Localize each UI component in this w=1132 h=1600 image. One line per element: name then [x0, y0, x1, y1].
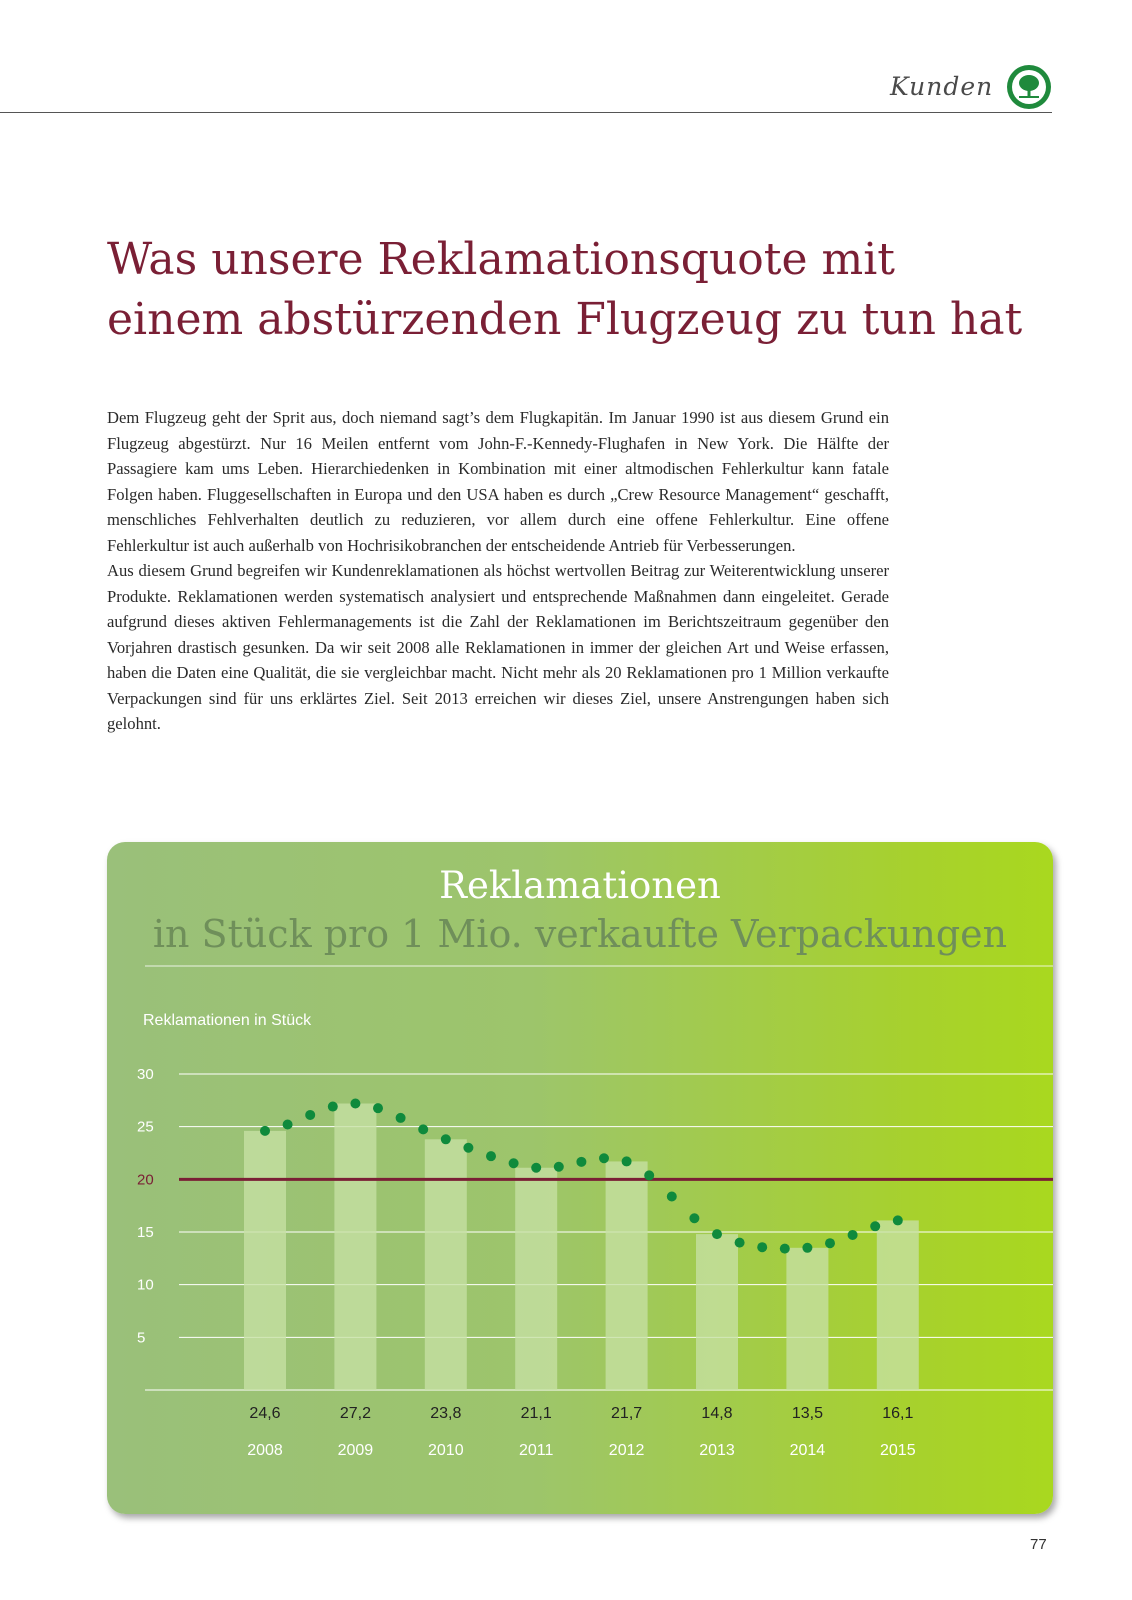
trend-dot-3 [328, 1102, 338, 1112]
trend-dot-5 [373, 1103, 383, 1113]
value-label-2009: 27,2 [339, 1405, 371, 1422]
header-rule [0, 112, 1052, 113]
x-tick-label-2015: 2015 [880, 1442, 916, 1459]
trend-dot-0 [260, 1126, 270, 1136]
y-tick-label-5: 5 [137, 1329, 146, 1347]
y-axis-label: Reklamationen in Stück [143, 1012, 312, 1029]
bar-2011 [515, 1168, 557, 1390]
trend-dot-26 [848, 1230, 858, 1240]
trend-dot-12 [531, 1163, 541, 1173]
trend-dot-7 [418, 1124, 428, 1134]
trend-dot-1 [283, 1119, 293, 1129]
bar-2008 [244, 1131, 286, 1390]
bar-2012 [606, 1161, 648, 1390]
trend-dot-22 [757, 1242, 767, 1252]
bar-2014 [786, 1248, 828, 1390]
trend-dot-25 [825, 1238, 835, 1248]
bar-2015 [877, 1220, 919, 1390]
value-label-2008: 24,6 [249, 1405, 281, 1422]
value-label-2010: 23,8 [430, 1405, 462, 1422]
chart-card [107, 842, 1053, 1514]
trend-dot-21 [735, 1238, 745, 1248]
value-label-2011: 21,1 [520, 1405, 552, 1422]
y-tick-label-15: 15 [137, 1224, 154, 1241]
y-tick-label-30: 30 [137, 1066, 154, 1083]
trend-dot-17 [644, 1170, 654, 1180]
x-tick-label-2014: 2014 [789, 1442, 826, 1459]
title-line-1: Was unsere Reklamationsquote mit [107, 234, 895, 285]
header-section-title: Kunden [890, 72, 994, 101]
x-tick-label-2010: 2010 [428, 1442, 464, 1459]
trend-dot-27 [870, 1221, 880, 1231]
article-body [107, 405, 889, 737]
lebensbaum-logo [1006, 64, 1052, 110]
x-tick-label-2012: 2012 [608, 1442, 645, 1459]
trend-dot-18 [667, 1192, 677, 1202]
x-tick-label-2008: 2008 [247, 1442, 283, 1459]
chart-title: Reklamationen [439, 864, 721, 907]
trend-dot-6 [396, 1113, 406, 1123]
x-tick-label-2011: 2011 [518, 1442, 554, 1459]
bar-2013 [696, 1234, 738, 1390]
trend-dot-2 [305, 1110, 315, 1120]
bar-2010 [425, 1139, 467, 1390]
trend-dot-11 [509, 1158, 519, 1168]
x-tick-label-2009: 2009 [337, 1442, 374, 1459]
trend-dot-13 [554, 1162, 564, 1172]
trend-dot-20 [712, 1229, 722, 1239]
value-label-2012: 21,7 [611, 1405, 643, 1422]
chart-subtitle: in Stück pro 1 Mio. verkaufte Verpackungen [152, 912, 1008, 956]
page-title [107, 230, 1067, 350]
trend-dot-9 [463, 1143, 473, 1153]
trend-dot-10 [486, 1151, 496, 1161]
bar-2009 [334, 1103, 376, 1390]
y-tick-label-10: 10 [137, 1276, 154, 1294]
trend-dot-14 [576, 1157, 586, 1167]
trend-dot-24 [802, 1243, 812, 1253]
trend-dot-15 [599, 1153, 609, 1163]
reklamationen-chart [107, 842, 1053, 1514]
trend-dot-28 [893, 1215, 903, 1225]
value-label-2014: 13,5 [791, 1405, 823, 1422]
value-label-2015: 16,1 [882, 1405, 914, 1422]
article-paragraph-2: Aus diesem Grund begreifen wir Kundenreklamationen als höchst wertvollen Beitrag zur Weiterentwicklung unserer Produkte. Reklamationen werden systematisch analysiert und entsprechende Maßnahmen dann eingeleitet. Gerade aufgrund dieses aktiven Fehlermanagements ist die Zahl der Reklamationen im Berichtszeitraum gegenüber den Vorjahren drastisch gesunken. Da wir seit 2008 alle Reklamationen in immer der gleichen Art und Weise erfassen, haben die Daten eine Qualität, die sie vergleichbar macht. Nicht mehr als 20 Reklamationen pro 1 Million verkaufte Verpackungen sind für uns erklärtes Ziel. Seit 2013 erreichen wir dieses Ziel, unsere Anstrengungen haben sich gelohnt. [107, 561, 889, 733]
y-tick-label-20: 20 [137, 1171, 154, 1189]
trend-dot-23 [780, 1244, 790, 1254]
trend-dot-16 [622, 1156, 632, 1166]
y-tick-label-25: 25 [137, 1118, 154, 1136]
value-label-2013: 14,8 [701, 1405, 733, 1422]
x-tick-label-2013: 2013 [699, 1442, 735, 1459]
article-paragraph-1: Dem Flugzeug geht der Sprit aus, doch niemand sagt’s dem Flugkapitän. Im Januar 1990 ist aus diesem Grund ein Flugzeug abgestürzt. Nur 16 Meilen entfernt vom John-F.-Kennedy-Flughafen in New York. Die Hälfte der Passagiere kam ums Leben. Hierarchiedenken in Kombination mit einer altmodischen Fehlerkultur kann fatale Folgen haben. Fluggesellschaften in Europa und den USA haben es durch „Crew Resource Management“ geschafft, menschliches Fehlverhalten deutlich zu reduzieren, vor allem durch eine offene Fehlerkultur. Eine offene Fehlerkultur ist auch außerhalb von Hochrisikobranchen der entscheidende Antrieb für Verbesserungen. [107, 408, 889, 555]
trend-dot-4 [350, 1098, 360, 1108]
trend-dot-19 [689, 1213, 699, 1223]
title-line-2: einem abstürzenden Flugzeug zu tun hat [107, 294, 1023, 345]
page-number: 77 [1030, 1536, 1047, 1553]
trend-dot-8 [441, 1134, 451, 1144]
